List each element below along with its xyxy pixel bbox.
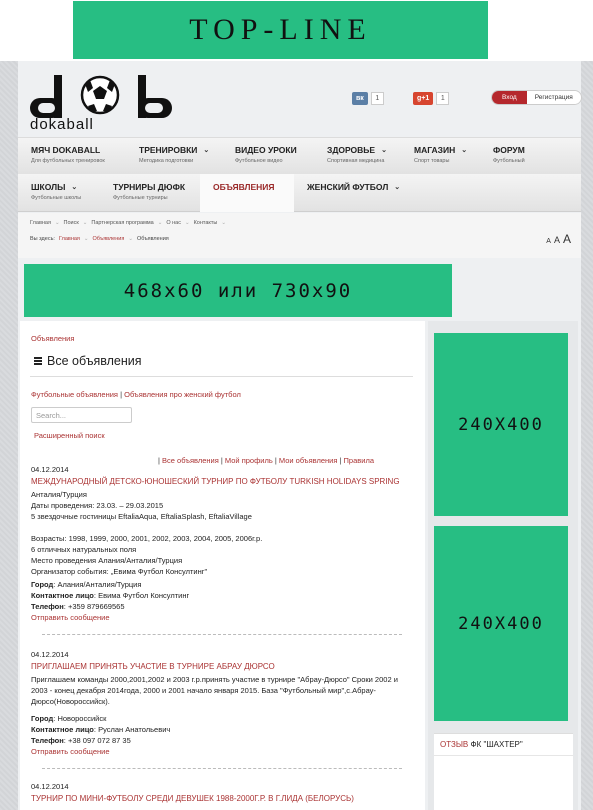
content-breadcrumb[interactable]: Объявления xyxy=(31,334,75,343)
ad-phone: +359 879669565 xyxy=(67,602,125,611)
menu-item-label: ФОРУМ xyxy=(493,145,525,155)
ad-meta: Город: Новороссийск Контактное лицо: Руслан Анатольевич Телефон: +38 097 072 87 35 Отправить сообщение xyxy=(31,713,416,757)
list-icon xyxy=(34,357,42,365)
divider xyxy=(30,376,413,377)
send-message-link[interactable]: Отправить сообщение xyxy=(31,747,110,756)
top-line-banner[interactable]: TOP-LINE xyxy=(73,1,488,59)
menu-item-ball[interactable] xyxy=(18,137,108,174)
breadcrumb-prefix: Вы здесь: xyxy=(30,236,55,242)
ad-separator xyxy=(42,768,402,769)
font-large-button[interactable]: A xyxy=(562,232,571,246)
vk-count: 1 xyxy=(371,92,384,105)
ad-item xyxy=(31,781,416,804)
menu-item-womens-football[interactable] xyxy=(294,174,404,212)
gplus-icon[interactable]: g+1 xyxy=(413,92,433,105)
main-menu xyxy=(18,137,581,212)
gplus-like[interactable] xyxy=(413,92,449,105)
ad-line: Анталия/Турция xyxy=(31,490,87,499)
chevron-down-icon: ⌄ xyxy=(394,184,401,191)
ad-item xyxy=(31,464,416,623)
chevron-down-icon: ⌄ xyxy=(461,147,468,154)
ad-city-label: Город xyxy=(31,580,54,589)
toplink-about[interactable]: О нас xyxy=(166,220,181,226)
ad-line: Место проведения Алания/Анталия/Турция xyxy=(31,556,183,565)
breadcrumb-bar xyxy=(18,213,581,258)
breadcrumb-home[interactable]: Главная xyxy=(58,236,80,242)
breadcrumb-ads[interactable]: Объявления xyxy=(92,236,125,242)
font-size-controls xyxy=(546,232,571,246)
nav-my-profile[interactable]: Мой профиль xyxy=(224,456,273,465)
toplink-partner[interactable]: Партнерская программа xyxy=(91,220,154,226)
toplink-search[interactable]: Поиск xyxy=(63,220,79,226)
menu-item-subtitle: Футбольное видео xyxy=(235,158,283,164)
ad-title[interactable]: ПРИГЛАШАЕМ ПРИНЯТЬ УЧАСТИЕ В ТУРНИРЕ АБРАУ ДЮРСО xyxy=(31,662,275,671)
ad-meta: Город: Алания/Анталия/Турция Контактное лицо: Евима Футбол Консултинг Телефон: +359 879669565 Отправить сообщение xyxy=(31,579,416,623)
menu-item-subtitle: Для футбольных тренировок xyxy=(31,158,105,164)
page-title-text: Все объявления xyxy=(47,354,142,368)
category-link-football[interactable]: Футбольные объявления xyxy=(31,390,118,399)
menu-item-video[interactable] xyxy=(222,137,310,174)
review-widget xyxy=(434,733,573,810)
toplink-contacts[interactable]: Контакты xyxy=(193,220,218,226)
ad-line: Возрасты: 1998, 1999, 2000, 2001, 2002, 2003, 2004, 2005, 2006г.р. xyxy=(31,534,263,543)
ad-banner-top[interactable]: 468x60 или 730x90 xyxy=(24,264,452,317)
menu-item-label: ВИДЕО УРОКИ xyxy=(235,145,297,155)
auth-buttons xyxy=(491,90,582,105)
menu-item-ads[interactable] xyxy=(200,174,294,212)
menu-item-forum[interactable] xyxy=(480,137,550,174)
nav-my-ads[interactable]: Мои объявления xyxy=(278,456,338,465)
menu-item-label: МЯЧ DOKABALL xyxy=(31,145,101,155)
logo-subtitle: dokaball xyxy=(30,116,94,133)
ads-nav: | Все объявления | Мой профиль | Мои объявления | Правила xyxy=(158,456,374,465)
ad-date: 04.12.2014 xyxy=(31,465,69,474)
ad-banner-side-2[interactable]: 240X400 xyxy=(434,526,568,721)
chevron-down-icon: ⌄ xyxy=(71,184,78,191)
advanced-search-link[interactable]: Расширенный поиск xyxy=(34,431,105,440)
review-heading-rest: ФК "ШАХТЕР" xyxy=(470,740,523,749)
ad-line: Дюрсо(Новороссийск). xyxy=(31,697,110,706)
menu-item-label: ОБЪЯВЛЕНИЯ xyxy=(213,182,275,192)
review-heading-word: ОТЗЫВ xyxy=(440,740,469,749)
ad-city: Алания/Анталия/Турция xyxy=(57,580,142,589)
menu-item-label: ШКОЛЫ xyxy=(31,182,66,192)
gplus-count: 1 xyxy=(436,92,449,105)
menu-item-label: ТУРНИРЫ ДЮФК xyxy=(113,182,186,192)
ad-line: 6 отличных натуральных поля xyxy=(31,545,137,554)
menu-item-subtitle: Футбольные школы xyxy=(31,195,82,201)
send-message-link[interactable]: Отправить сообщение xyxy=(31,613,110,622)
ad-title[interactable]: МЕЖДУНАРОДНЫЙ ДЕТСКО-ЮНОШЕСКИЙ ТУРНИР ПО ФУТБОЛУ TURKISH HOLIDAYS SPRING xyxy=(31,477,400,486)
menu-item-subtitle: Футбольный xyxy=(493,158,525,164)
ad-separator xyxy=(42,634,402,635)
menu-item-label: ЖЕНСКИЙ ФУТБОЛ xyxy=(307,182,389,192)
ad-line: 5 звездочные гостиницы EftaliaAqua, EftaliaSplash, EftaliaVillage xyxy=(31,512,252,521)
ad-body xyxy=(31,489,416,577)
menu-item-tournaments[interactable] xyxy=(100,174,200,212)
register-button[interactable]: Регистрация xyxy=(527,91,581,104)
chevron-down-icon: ⌄ xyxy=(203,147,210,154)
nav-all-ads[interactable]: Все объявления xyxy=(162,456,219,465)
vk-like[interactable] xyxy=(352,92,384,105)
ad-phone: +38 097 072 87 35 xyxy=(67,736,131,745)
category-links: Футбольные объявления | Объявления про женский футбол xyxy=(31,390,241,399)
ad-contact: Евима Футбол Консултинг xyxy=(98,591,190,600)
ad-city-label: Город xyxy=(31,714,54,723)
ad-contact: Руслан Анатольевич xyxy=(98,725,171,734)
top-links: Главная ⌄ Поиск ⌄ Партнерская программа ⌄ О нас ⌄ Контакты ⌄ xyxy=(30,220,226,226)
chevron-down-icon: ⌄ xyxy=(381,147,387,154)
ad-line: Приглашаем команды 2000,2001,2002 и 2003 г.р.принять участие в турнире "Абрау-Дюрсо" Сроки 2002 и xyxy=(31,675,398,684)
menu-item-shop[interactable] xyxy=(401,137,479,174)
login-button[interactable]: Вход xyxy=(492,91,527,104)
ad-item xyxy=(31,649,416,757)
menu-item-schools[interactable] xyxy=(18,174,100,212)
review-heading[interactable] xyxy=(434,734,573,756)
ad-line: 2003 - конец декабря 2014года, 2000 и 2001 начало января 2015. База "Футбольный мир",с.Абрау- xyxy=(31,686,376,695)
nav-rules[interactable]: Правила xyxy=(343,456,374,465)
ad-city: Новороссийск xyxy=(57,714,107,723)
font-small-button[interactable]: A xyxy=(546,238,551,245)
menu-item-subtitle: Футбольные турниры xyxy=(113,195,168,201)
page-title xyxy=(34,354,142,368)
breadcrumb: Вы здесь: Главная ⌄ Объявления ⌄ Объявления xyxy=(30,236,169,242)
menu-item-label: ТРЕНИРОВКИ xyxy=(139,145,198,155)
ad-body xyxy=(31,674,416,707)
menu-item-subtitle: Спорт товары xyxy=(414,158,450,164)
ad-line: Организатор события: „Евима Футбол Консултинг" xyxy=(31,567,208,576)
ad-phone-label: Телефон xyxy=(31,602,64,611)
main-content xyxy=(20,321,425,810)
ad-date: 04.12.2014 xyxy=(31,650,69,659)
ad-contact-label: Контактное лицо xyxy=(31,591,94,600)
search-input[interactable]: Search... xyxy=(31,407,132,423)
vk-icon[interactable]: вк xyxy=(352,92,368,105)
ad-banner-side-1[interactable]: 240X400 xyxy=(434,333,568,516)
ad-phone-label: Телефон xyxy=(31,736,64,745)
menu-item-training[interactable] xyxy=(126,137,214,174)
menu-item-health[interactable] xyxy=(314,137,400,174)
font-medium-button[interactable]: A xyxy=(553,235,560,245)
menu-item-label: МАГАЗИН xyxy=(414,145,456,155)
toplink-home[interactable]: Главная xyxy=(30,220,51,226)
menu-item-subtitle: Методика подготовки xyxy=(139,158,194,164)
ad-line xyxy=(31,522,416,533)
menu-item-subtitle: Спортивная медицина xyxy=(327,158,385,164)
category-link-womens[interactable]: Объявления про женский футбол xyxy=(124,390,241,399)
breadcrumb-current: Объявления xyxy=(136,236,169,242)
menu-item-label: ЗДОРОВЬЕ xyxy=(327,145,376,155)
ad-line: Даты проведения: 23.03. – 29.03.2015 xyxy=(31,501,164,510)
ad-date: 04.12.2014 xyxy=(31,782,69,791)
ad-title[interactable]: ТУРНИР ПО МИНИ-ФУТБОЛУ СРЕДИ ДЕВУШЕК 1988-2000Г.Р. В Г.ЛИДА (БЕЛОРУСЬ) xyxy=(31,794,354,803)
ad-contact-label: Контактное лицо xyxy=(31,725,94,734)
